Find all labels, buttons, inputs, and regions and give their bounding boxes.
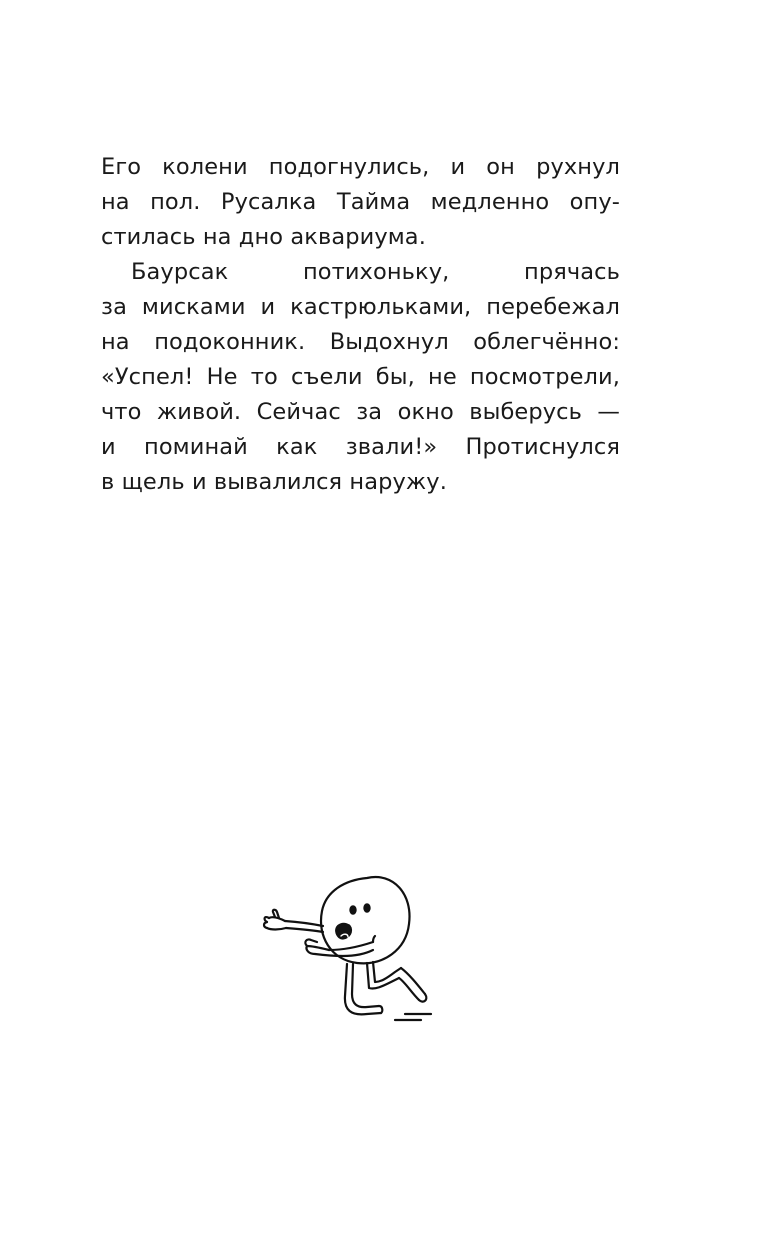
text-line: за мисками и кастрюльками, перебежал bbox=[101, 294, 620, 320]
text-line: на пол. Русалка Тайма медленно опу- bbox=[101, 189, 620, 215]
running-baursak-character-icon bbox=[255, 866, 445, 1032]
text-line: что живой. Сейчас за окно выберусь — bbox=[101, 399, 620, 425]
page-text bbox=[101, 150, 620, 500]
text-line: на подоконник. Выдохнул облегчённо: bbox=[101, 329, 620, 355]
text-line: стилась на дно аквариума. bbox=[101, 224, 426, 250]
text-line: и поминай как звали!» Протиснулся bbox=[101, 434, 620, 460]
text-line: в щель и вывалился наружу. bbox=[101, 469, 447, 495]
text-line: Его колени подогнулись, и он рухнул bbox=[101, 154, 620, 180]
text-line: «Успел! Не то съели бы, не посмотрели, bbox=[101, 364, 620, 390]
text-line: Баурсак потихоньку, прячась bbox=[131, 259, 620, 285]
